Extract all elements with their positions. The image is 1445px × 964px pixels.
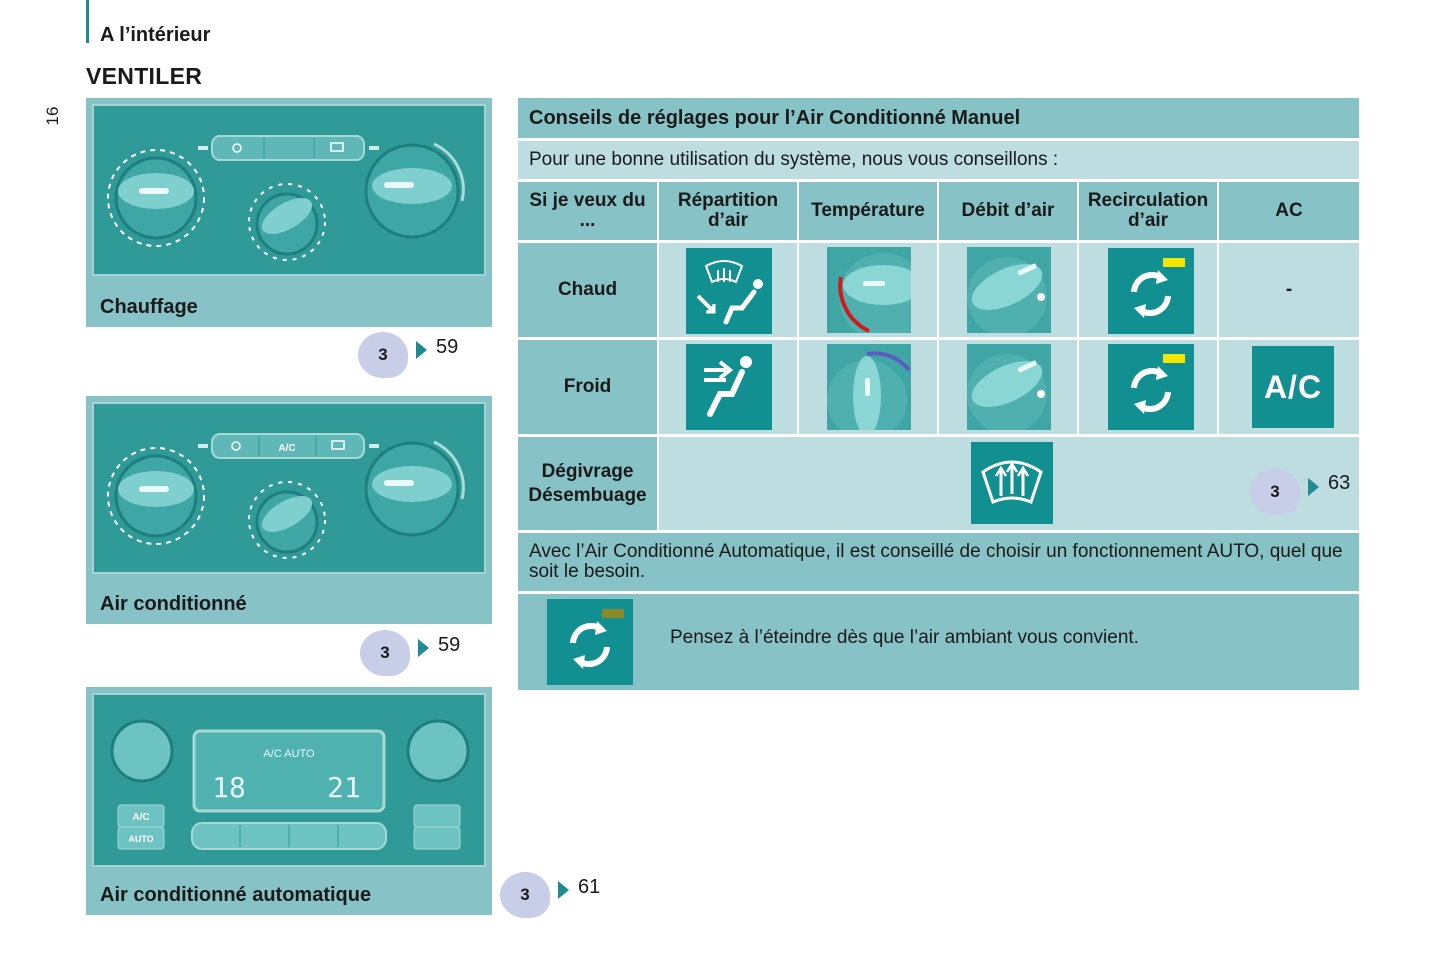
- auto-button-label: AUTO: [128, 834, 154, 844]
- table-intro: [518, 141, 1359, 179]
- column-header: Si je veux du ...: [518, 182, 657, 240]
- ac-control-image: [92, 402, 486, 574]
- auto-note: [518, 533, 1359, 591]
- heating-caption: Chauffage: [100, 296, 198, 318]
- row-label-line: Dégivrage: [541, 460, 634, 482]
- auto-ac-controls-illustration: [94, 695, 484, 865]
- table-title: [518, 98, 1359, 138]
- ac-caption: Air conditionné: [100, 593, 247, 615]
- table-cell: [799, 243, 937, 337]
- chapter-badge: 3: [360, 630, 410, 676]
- ac-panel: [86, 396, 492, 624]
- page-number: 16: [43, 106, 62, 126]
- column-header: Recirculation d’air: [1079, 182, 1217, 240]
- ref-page-number: 59: [436, 336, 459, 358]
- auto-ac-caption: Air conditionné automatique: [100, 884, 372, 906]
- chapter-badge: 3: [358, 332, 408, 378]
- heating-control-image: [92, 104, 486, 276]
- arrow-right-icon: [558, 881, 569, 899]
- column-header: Débit d’air: [939, 182, 1077, 240]
- fan-speed-knob-icon: [967, 247, 1051, 333]
- recirc-note-text: Pensez à l’éteindre dès que l’air ambiant vous convient.: [670, 627, 1139, 648]
- table-cell-merged: [659, 437, 1359, 530]
- temperature-cold-knob-icon: [827, 344, 911, 430]
- table-cell: [1219, 340, 1359, 434]
- table-cell: [939, 243, 1077, 337]
- defrost-and-feet-airflow-icon: [686, 248, 772, 334]
- arrow-right-icon: [1308, 478, 1319, 496]
- column-header: Température: [799, 182, 937, 240]
- ac-button-label: A/C: [132, 812, 150, 823]
- ref-page-number: 63: [1328, 472, 1351, 494]
- table-cell: [659, 243, 797, 337]
- face-airflow-icon: [686, 344, 772, 430]
- auto-note-text: Avec l’Air Conditionné Automatique, il est conseillé de choisir un fonctionnement AUTO, quel que soit le besoin.: [529, 541, 1343, 582]
- ac-page-ref[interactable]: [360, 630, 470, 680]
- column-header: AC: [1219, 182, 1359, 240]
- table-intro-text: Pour une bonne utilisation du système, nous vous conseillons :: [529, 149, 1059, 170]
- table-cell: [659, 340, 797, 434]
- row-label-froid: Froid: [518, 340, 657, 434]
- row-label-line: Désembuage: [528, 484, 647, 506]
- display-right-temp: 21: [327, 771, 361, 804]
- table-cell: [1079, 340, 1217, 434]
- table-cell: [939, 340, 1077, 434]
- recirculation-icon: [1108, 248, 1194, 334]
- heating-page-ref[interactable]: [358, 332, 468, 382]
- auto-ac-control-image: [92, 693, 486, 867]
- recirculation-icon: [1108, 344, 1194, 430]
- temperature-hot-knob-icon: [827, 247, 911, 333]
- ac-icon: [1252, 346, 1334, 428]
- page-title: VENTILER: [86, 63, 203, 89]
- display-left-temp: 18: [212, 771, 246, 804]
- column-header: Répartition d’air: [659, 182, 797, 240]
- arrow-right-icon: [416, 341, 427, 359]
- display-mode: A/C AUTO: [263, 748, 315, 760]
- defrost-page-ref[interactable]: [1250, 469, 1350, 519]
- ac-controls-illustration: [94, 404, 484, 572]
- auto-ac-page-ref[interactable]: [500, 872, 610, 922]
- recirculation-icon: [547, 599, 633, 685]
- chapter-badge: 3: [1250, 469, 1300, 515]
- ac-icon-label: A/C: [1263, 369, 1323, 405]
- ref-page-number: 59: [438, 634, 461, 656]
- heating-controls-illustration: [94, 106, 484, 274]
- table-cell: [1079, 243, 1217, 337]
- windscreen-defrost-icon: [971, 442, 1053, 524]
- recirc-note: [518, 594, 1359, 690]
- arrow-right-icon: [418, 639, 429, 657]
- ref-page-number: 61: [578, 876, 601, 898]
- chapter-badge: 3: [500, 872, 550, 918]
- section-title: A l’intérieur: [100, 24, 211, 46]
- ac-button-label: A/C: [278, 443, 296, 454]
- section-marker: [86, 0, 89, 43]
- heating-panel: [86, 98, 492, 327]
- ac-value-chaud: -: [1219, 243, 1359, 337]
- row-label-chaud: Chaud: [518, 243, 657, 337]
- table-cell: [799, 340, 937, 434]
- table-title-text: Conseils de réglages pour l’Air Conditionné Manuel: [529, 107, 1021, 129]
- auto-ac-panel: [86, 687, 492, 915]
- fan-speed-knob-icon: [967, 344, 1051, 430]
- row-label-degivrage: [518, 437, 657, 530]
